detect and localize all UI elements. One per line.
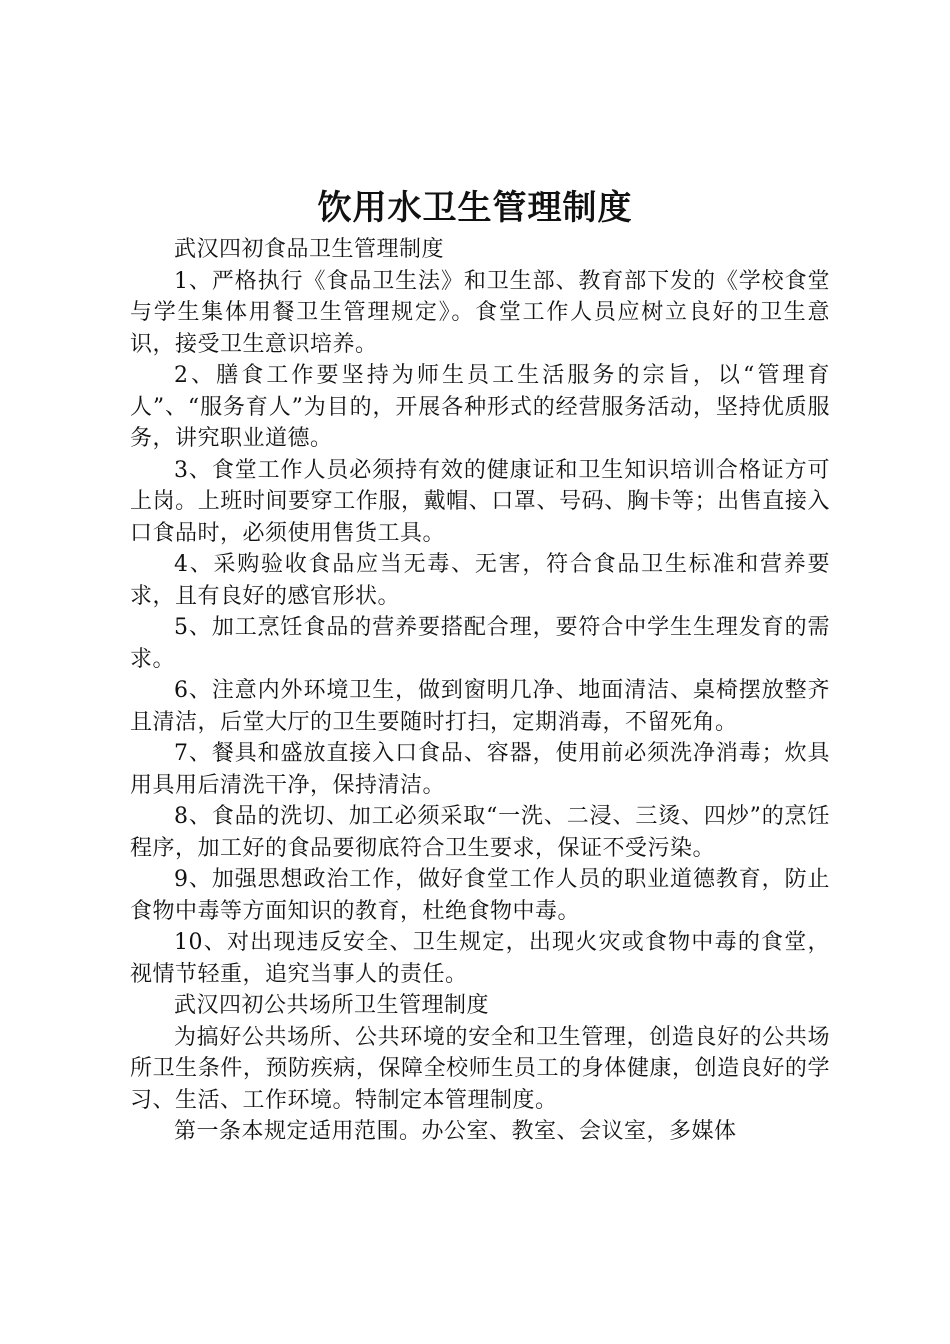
rule-paragraph-7: 7、餐具和盛放直接入口食品、容器，使用前必须洗净消毒；炊具用具用后清洗干净，保持清洁。 bbox=[130, 741, 830, 798]
rule-paragraph-8: 8、食品的洗切、加工必须采取“一洗、二浸、三烫、四炒”的烹饪程序，加工好的食品要彻底符合卫生要求，保证不受污染。 bbox=[130, 804, 830, 861]
rule-paragraph-2: 2、膳食工作要坚持为师生员工生活服务的宗旨，以“管理育人”、“服务育人”为目的，开展各种形式的经营服务活动，坚持优质服务，讲究职业道德。 bbox=[130, 363, 830, 451]
section-heading-food-hygiene: 武汉四初食品卫生管理制度 bbox=[174, 237, 445, 262]
rule-paragraph-5: 5、加工烹饪食品的营养要搭配合理，要符合中学生生理发育的需求。 bbox=[130, 615, 830, 672]
rule-paragraph-6: 6、注意内外环境卫生，做到窗明几净、地面清洁、桌椅摆放整齐且清洁，后堂大厅的卫生要随时打扫，定期消毒，不留死角。 bbox=[130, 678, 830, 735]
rule-paragraph-9: 9、加强思想政治工作，做好食堂工作人员的职业道德教育，防止食物中毒等方面知识的教育，杜绝食物中毒。 bbox=[130, 867, 830, 924]
article-one-paragraph: 第一条本规定适用范围。办公室、教室、会议室，多媒体 bbox=[174, 1119, 737, 1144]
section-heading-public-places: 武汉四初公共场所卫生管理制度 bbox=[174, 993, 490, 1018]
rule-paragraph-3: 3、食堂工作人员必须持有效的健康证和卫生知识培训合格证方可上岗。上班时间要穿工作服，戴帽、口罩、号码、胸卡等；出售直接入口食品时，必须使用售货工具。 bbox=[130, 457, 830, 546]
rule-paragraph-4: 4、采购验收食品应当无毒、无害，符合食品卫生标准和营养要求，且有良好的感官形状。 bbox=[130, 552, 830, 609]
intro-paragraph: 为搞好公共场所、公共环境的安全和卫生管理，创造良好的公共场所卫生条件，预防疾病，保障全校师生员工的身体健康，创造良好的学习、生活、工作环境。特制定本管理制度。 bbox=[130, 1024, 830, 1113]
document-body bbox=[130, 234, 830, 1148]
rule-paragraph-1: 1、严格执行《食品卫生法》和卫生部、教育部下发的《学校食堂与学生集体用餐卫生管理规定》。食堂工作人员应树立良好的卫生意识，接受卫生意识培养。 bbox=[130, 268, 830, 357]
rule-paragraph-10: 10、对出现违反安全、卫生规定，出现火灾或食物中毒的食堂，视情节轻重，追究当事人的责任。 bbox=[130, 930, 830, 987]
document-title: 饮用水卫生管理制度 bbox=[317, 188, 633, 228]
